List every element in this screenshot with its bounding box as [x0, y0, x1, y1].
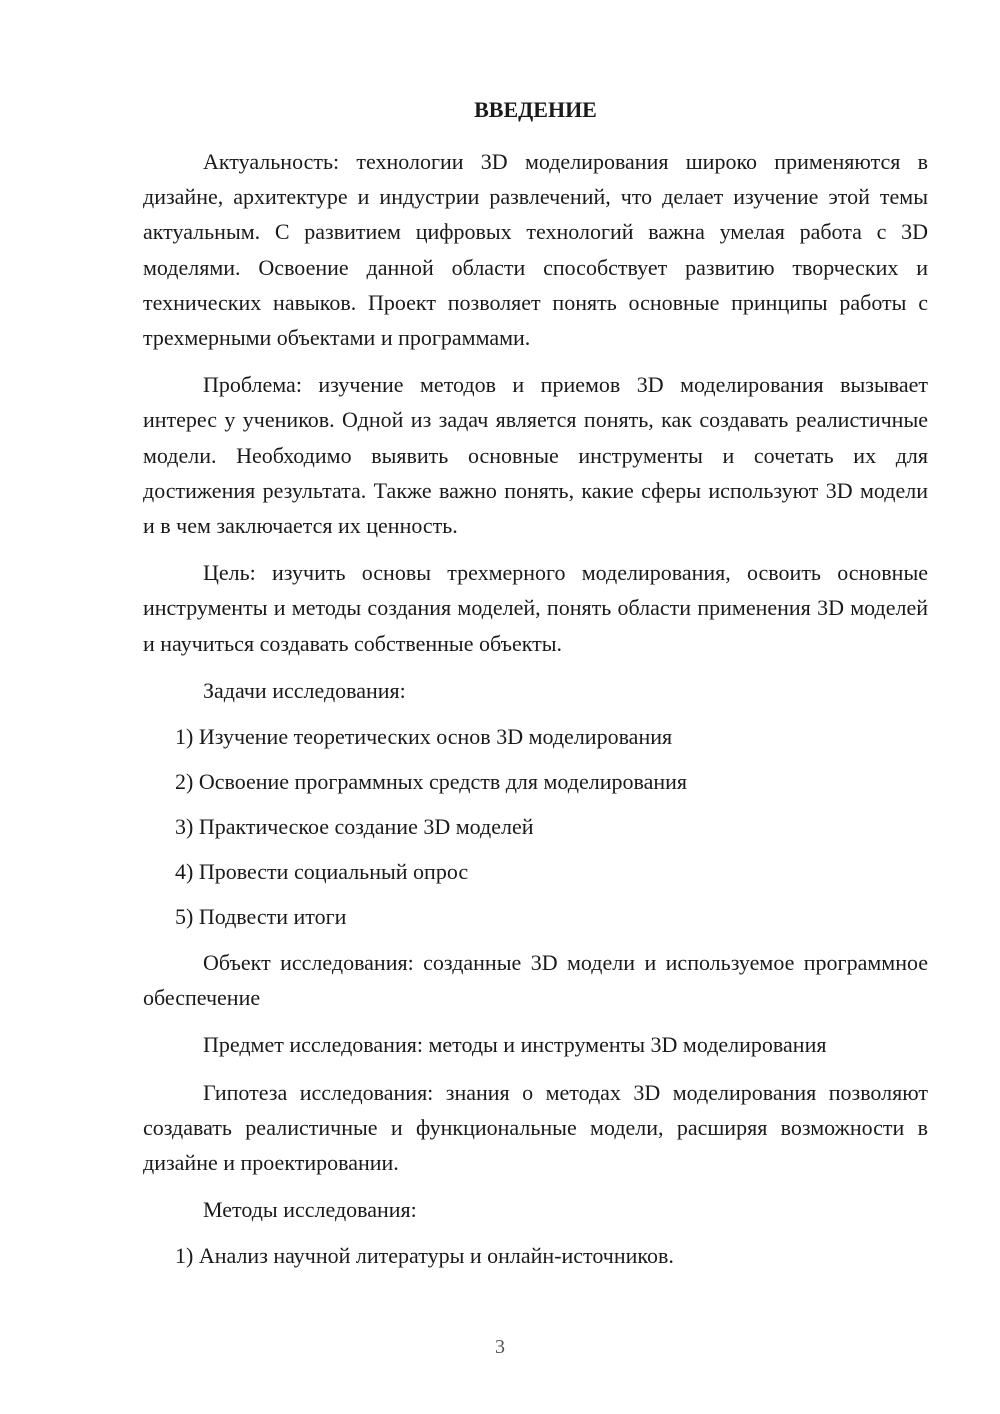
list-item-task-2: 2) Освоение программных средств для моделирования	[175, 769, 688, 795]
paragraph-object: Объект исследования: созданные 3D модели и используемое программное обеспечение	[143, 950, 928, 1011]
page-number: 3	[495, 1336, 505, 1358]
list-item-task-4: 4) Провести социальный опрос	[175, 859, 469, 885]
document-page	[143, 95, 928, 1284]
list-item-task-3: 3) Практическое создание 3D моделей	[175, 814, 534, 840]
list-item-method-1: 1) Анализ научной литературы и онлайн-источников.	[175, 1243, 674, 1269]
paragraph-goal: Цель: изучить основы трехмерного моделирования, освоить основные инструменты и методы создания моделей, понять области применения 3D моделей и научиться создавать собственные объекты.	[143, 560, 928, 656]
list-item-task-1: 1) Изучение теоретических основ 3D моделирования	[175, 724, 673, 750]
tasks-heading: Задачи исследования:	[203, 677, 406, 703]
methods-heading: Методы исследования:	[203, 1197, 417, 1223]
list-item-task-5: 5) Подвести итоги	[175, 904, 347, 930]
paragraph-subject: Предмет исследования: методы и инструменты 3D моделирования	[203, 1032, 827, 1058]
paragraph-hypothesis: Гипотеза исследования: знания о методах 3D моделирования позволяют создавать реалистичные и функциональные модели, расширяя возможности в дизайне и проектировании.	[143, 1079, 928, 1176]
paragraph-problem: Проблема: изучение методов и приемов 3D моделирования вызывает интерес у учеников. Одной из задач является понять, как создавать реалистичные модели. Необходимо выявить основные инструменты и сочетать их для достижения результата. Также важно понять, какие сферы используют 3D модели и в чем заключается их ценность.	[143, 372, 928, 539]
section-title: ВВЕДЕНИЕ	[474, 97, 597, 122]
paragraph-relevance: Актуальность: технологии 3D моделирования широко применяются в дизайне, архитектуре и индустрии развлечений, что делает изучение этой темы актуальным. С развитием цифровых технологий важна умелая работа с 3D моделями. Освоение данной области способствует развитию творческих и технических навыков. Проект позволяет понять основные принципы работы с трехмерными объектами и программами.	[143, 149, 928, 351]
